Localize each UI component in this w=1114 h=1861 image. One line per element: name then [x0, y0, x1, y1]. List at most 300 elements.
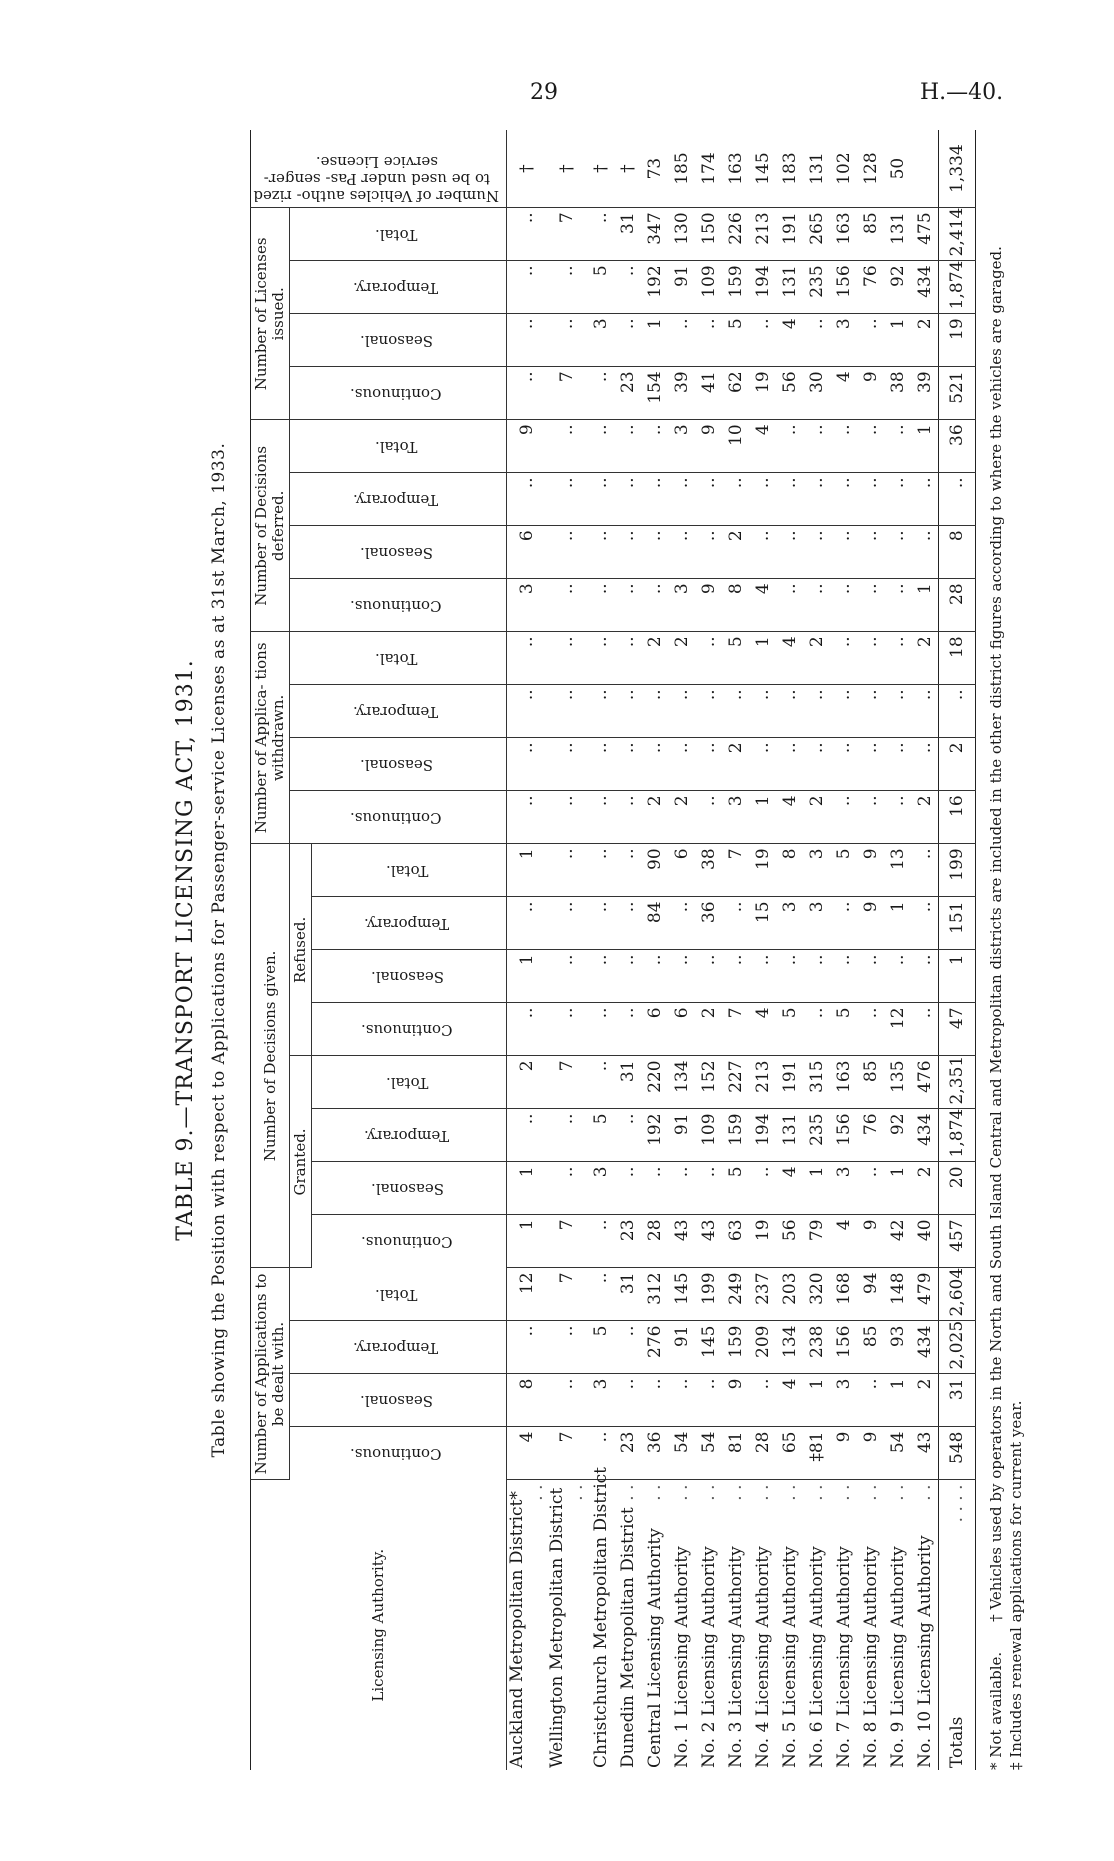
table-cell: 41	[695, 367, 722, 420]
table-cell: 4	[749, 1003, 776, 1056]
table-cell: 226	[722, 208, 749, 261]
table-cell: ..	[587, 367, 614, 420]
table-cell: ..	[776, 685, 803, 738]
table-cell: ..	[587, 1427, 614, 1480]
table-cell: 2	[911, 791, 939, 844]
table-cell: 1	[884, 897, 911, 950]
header-sub: Continuous.	[290, 367, 507, 420]
footnote-vehicles: † Vehicles used by operators in the North and South Island Central and Metropolitan districts are included in the other district figures according to where the vehicles are garaged.	[987, 246, 1005, 1622]
table-cell: ..	[884, 632, 911, 685]
table-cell: 163	[830, 208, 857, 261]
table-cell: 152	[695, 1056, 722, 1109]
table-cell: 320	[803, 1268, 830, 1321]
table-cell: 174	[695, 130, 722, 208]
table-cell: 6	[668, 844, 695, 897]
table-cell: 6	[641, 1003, 668, 1056]
table-cell: 131	[776, 1109, 803, 1162]
table-cell: ..	[507, 1003, 548, 1056]
table-cell: ..	[547, 420, 587, 473]
table-cell: 23	[614, 1427, 641, 1480]
table-cell: ..	[884, 473, 911, 526]
table-cell: ..	[857, 738, 884, 791]
table-cell: 76	[857, 261, 884, 314]
table-cell: 131	[884, 208, 911, 261]
table-cell: ..	[614, 1162, 641, 1215]
authority-name: No. 6 Licensing Authority . .	[806, 1484, 827, 1768]
table-cell: 1	[939, 950, 976, 1003]
table-cell: 16	[939, 791, 976, 844]
table-cell: 203	[776, 1268, 803, 1321]
table-cell: 3	[830, 1162, 857, 1215]
table-cell: 54	[695, 1427, 722, 1480]
table-cell: 23	[614, 1215, 641, 1268]
table-cell: 1,334	[939, 130, 976, 208]
table-cell: 28	[641, 1215, 668, 1268]
table-cell: ..	[884, 738, 911, 791]
table-cell: 213	[749, 208, 776, 261]
authority-name: No. 3 Licensing Authority . .	[725, 1484, 746, 1768]
table-row	[587, 130, 614, 1770]
table-cell: ..	[641, 950, 668, 1003]
header-sub: Seasonal.	[290, 1374, 507, 1427]
table-cell: ..	[695, 1374, 722, 1427]
table-cell: 227	[722, 1056, 749, 1109]
table-cell: 4	[830, 1215, 857, 1268]
header-withdrawn: Number of Applica- tions withdrawn.	[251, 632, 290, 844]
table-cell: 19	[749, 844, 776, 897]
table-cell: 85	[857, 208, 884, 261]
document-reference: H.—40.	[920, 80, 1004, 105]
table-row	[547, 130, 587, 1770]
table-cell: ..	[695, 632, 722, 685]
table-cell: 7	[722, 844, 749, 897]
table-cell: ..	[641, 473, 668, 526]
table-cell: 156	[830, 1109, 857, 1162]
table-cell: ..	[587, 632, 614, 685]
header-sub: Continuous.	[290, 1427, 507, 1480]
header-sub: Seasonal.	[312, 1162, 507, 1215]
table-cell: 135	[884, 1056, 911, 1109]
authority-name: No. 4 Licensing Authority . .	[752, 1484, 773, 1768]
table-cell: 9	[857, 844, 884, 897]
table-cell: ..	[911, 473, 939, 526]
table-cell: 1,874	[939, 261, 976, 314]
table-cell: 168	[830, 1268, 857, 1321]
table-cell: ..	[587, 420, 614, 473]
table-cell: 276	[641, 1321, 668, 1374]
table-cell: 4	[749, 420, 776, 473]
table-cell: ..	[722, 950, 749, 1003]
table-cell: ..	[884, 420, 911, 473]
table-cell: ..	[547, 950, 587, 1003]
table-cell: 40	[911, 1215, 939, 1268]
table-cell: ..	[668, 526, 695, 579]
table-cell: 23	[614, 367, 641, 420]
table-cell: ..	[507, 208, 548, 261]
table-cell: 31	[614, 1268, 641, 1321]
table-cell: 56	[776, 1215, 803, 1268]
header-sub: Seasonal.	[290, 526, 507, 579]
table-cell: 194	[749, 261, 776, 314]
table-cell: 2	[695, 1003, 722, 1056]
table-cell: ..	[776, 420, 803, 473]
table-cell: ..	[507, 685, 548, 738]
table-cell: ..	[857, 950, 884, 1003]
table-cell: ..	[614, 791, 641, 844]
table-cell: 2	[507, 1056, 548, 1109]
table-cell: 249	[722, 1268, 749, 1321]
table-cell: 19	[749, 367, 776, 420]
table-cell: 2	[641, 632, 668, 685]
table-cell: ..	[857, 314, 884, 367]
table-cell: ..	[547, 579, 587, 632]
table-cell: 1	[803, 1374, 830, 1427]
footnote-renewals: ‡ Includes renewal applications for current year.	[1007, 1400, 1025, 1770]
table-cell: 475	[911, 208, 939, 261]
table-cell: ..	[587, 1056, 614, 1109]
table-cell: ..	[776, 526, 803, 579]
table-cell: 3	[668, 579, 695, 632]
table-cell: ..	[911, 844, 939, 897]
table-cell: ..	[507, 1321, 548, 1374]
table-cell: ..	[749, 1162, 776, 1215]
table-cell: ..	[587, 1215, 614, 1268]
table-cell: 36	[641, 1427, 668, 1480]
table-cell: 92	[884, 261, 911, 314]
table-cell: ..	[614, 526, 641, 579]
table-cell: 8	[939, 526, 976, 579]
table-cell: ..	[547, 314, 587, 367]
table-cell: ..	[507, 367, 548, 420]
table-cell: 2,025	[939, 1321, 976, 1374]
table-cell: ..	[614, 1321, 641, 1374]
table-cell: ..	[668, 950, 695, 1003]
table-cell: ..	[614, 632, 641, 685]
table-cell: ..	[857, 579, 884, 632]
table-cell	[911, 130, 939, 208]
table-cell: 1	[911, 420, 939, 473]
table-cell: 76	[857, 1109, 884, 1162]
table-cell: 151	[939, 897, 976, 950]
table-cell: ..	[587, 897, 614, 950]
authority-name: Central Licensing Authority . .	[644, 1484, 665, 1768]
table-cell: 134	[668, 1056, 695, 1109]
table-cell: ..	[830, 791, 857, 844]
table-row	[884, 130, 911, 1770]
table-cell: 2	[911, 1374, 939, 1427]
table-cell: ..	[668, 685, 695, 738]
table-cell: ..	[668, 473, 695, 526]
table-cell: ..	[722, 473, 749, 526]
table-cell: 2	[939, 738, 976, 791]
header-issued: Number of Licenses issued.	[251, 208, 290, 420]
table-cell: ..	[911, 950, 939, 1003]
table-cell: 38	[884, 367, 911, 420]
table-cell: 2	[668, 791, 695, 844]
table-cell: 3	[776, 897, 803, 950]
table-cell: 7	[547, 1268, 587, 1321]
table-cell: 194	[749, 1109, 776, 1162]
table-cell: 145	[668, 1268, 695, 1321]
table-cell: 3	[587, 1162, 614, 1215]
table-cell: ..	[547, 473, 587, 526]
header-sub: Continuous.	[290, 579, 507, 632]
header-sub: Total.	[312, 1056, 507, 1109]
table-cell: ..	[547, 685, 587, 738]
table-cell: 131	[776, 261, 803, 314]
table-cell: ..	[668, 738, 695, 791]
table-cell: ..	[641, 738, 668, 791]
table-cell: 434	[911, 1109, 939, 1162]
table-cell: 54	[884, 1427, 911, 1480]
page-number: 29	[530, 80, 558, 105]
table-cell: 1	[884, 314, 911, 367]
table-cell: ..	[776, 579, 803, 632]
table-cell: ..	[803, 685, 830, 738]
header-sub: Seasonal.	[290, 314, 507, 367]
header-sub: Temporary.	[312, 897, 507, 950]
table-cell: ..	[695, 526, 722, 579]
table-cell: ..	[614, 897, 641, 950]
table-row	[641, 130, 668, 1770]
table-cell: 9	[857, 1215, 884, 1268]
table-cell: ..	[587, 473, 614, 526]
table-cell: 56	[776, 367, 803, 420]
table-cell: ..	[803, 420, 830, 473]
table-cell: 5	[587, 1321, 614, 1374]
table-cell: ..	[668, 314, 695, 367]
table-cell: ..	[641, 1162, 668, 1215]
table-cell: 4	[776, 632, 803, 685]
table-cell: 9	[695, 579, 722, 632]
table-cell: ..	[614, 1109, 641, 1162]
table-cell: 5	[722, 1162, 749, 1215]
rotated-table-block	[170, 130, 1025, 1770]
table-cell: ..	[587, 1003, 614, 1056]
table-cell: 1,874	[939, 1109, 976, 1162]
header-sub: Temporary.	[312, 1109, 507, 1162]
header-granted: Granted.	[290, 1056, 312, 1268]
table-cell: ..	[857, 1162, 884, 1215]
table-cell: 235	[803, 1109, 830, 1162]
header-sub: Temporary.	[290, 685, 507, 738]
table-cell: ..	[614, 261, 641, 314]
table-cell: †	[547, 130, 587, 208]
footnotes	[986, 130, 1026, 1770]
table-cell: 548	[939, 1427, 976, 1480]
table-cell: 476	[911, 1056, 939, 1109]
table-cell: ..	[641, 420, 668, 473]
table-cell: 1	[749, 632, 776, 685]
table-cell: ..	[641, 685, 668, 738]
table-cell: ..	[547, 1109, 587, 1162]
table-cell: †	[507, 130, 548, 208]
table-cell: ..	[803, 579, 830, 632]
table-cell: ..	[614, 844, 641, 897]
table-cell: 28	[939, 579, 976, 632]
table-cell: ..	[884, 791, 911, 844]
table-cell: 102	[830, 130, 857, 208]
authority-name: No. 9 Licensing Authority . .	[887, 1484, 908, 1768]
table-cell: ..	[749, 314, 776, 367]
table-cell: 434	[911, 261, 939, 314]
table-cell: 457	[939, 1215, 976, 1268]
table-cell: 1	[641, 314, 668, 367]
table-cell: 62	[722, 367, 749, 420]
table-cell: 1	[507, 1215, 548, 1268]
table-cell: 12	[884, 1003, 911, 1056]
table-cell: 18	[939, 632, 976, 685]
table-cell: ..	[803, 950, 830, 1003]
table-cell: ..	[803, 473, 830, 526]
table-cell: 2,351	[939, 1056, 976, 1109]
table-cell: 12	[507, 1268, 548, 1321]
table-cell: ‡81	[803, 1427, 830, 1480]
table-cell: 38	[695, 844, 722, 897]
table-cell: 1	[884, 1162, 911, 1215]
table-cell: 220	[641, 1056, 668, 1109]
header-sub: Total.	[290, 1268, 507, 1321]
table-cell: 92	[884, 1109, 911, 1162]
table-cell: ..	[668, 1374, 695, 1427]
table-cell: 43	[668, 1215, 695, 1268]
table-cell: 312	[641, 1268, 668, 1321]
table-cell: 9	[507, 420, 548, 473]
header-sub: Total.	[290, 632, 507, 685]
table-cell: ..	[749, 1374, 776, 1427]
table-cell: ..	[695, 685, 722, 738]
table-cell: 8	[507, 1374, 548, 1427]
table-cell: 154	[641, 367, 668, 420]
table-cell: 5	[776, 1003, 803, 1056]
table-cell: 31	[939, 1374, 976, 1427]
table-title: TABLE 9.—TRANSPORT LICENSING ACT, 1931.	[173, 659, 198, 1241]
table-cell: 8	[722, 579, 749, 632]
table-cell: 42	[884, 1215, 911, 1268]
table-cell: 479	[911, 1268, 939, 1321]
table-cell: 1	[803, 1162, 830, 1215]
table-cell: ..	[507, 314, 548, 367]
table-cell: ..	[695, 950, 722, 1003]
table-cell: ..	[507, 261, 548, 314]
table-cell: ..	[830, 526, 857, 579]
table-cell: 1	[749, 791, 776, 844]
table-cell: 5	[722, 314, 749, 367]
header-sub: Continuous.	[312, 1215, 507, 1268]
table-cell: ..	[547, 791, 587, 844]
table-cell: 15	[749, 897, 776, 950]
table-cell: 156	[830, 1321, 857, 1374]
table-cell: 347	[641, 208, 668, 261]
table-cell: 128	[857, 130, 884, 208]
table-cell: 31	[614, 208, 641, 261]
table-cell: ..	[749, 526, 776, 579]
table-cell: 2	[668, 632, 695, 685]
table-cell: ..	[641, 526, 668, 579]
table-cell: ..	[830, 632, 857, 685]
table-cell: 63	[722, 1215, 749, 1268]
table-cell: 5	[830, 844, 857, 897]
table-cell: 7	[547, 367, 587, 420]
table-cell: 3	[507, 579, 548, 632]
table-cell: ..	[547, 738, 587, 791]
table-cell: 145	[749, 130, 776, 208]
table-cell: ..	[614, 1374, 641, 1427]
table-cell: 3	[830, 1374, 857, 1427]
table-cell: 183	[776, 130, 803, 208]
table-cell: 2	[911, 632, 939, 685]
table-cell: ..	[668, 1162, 695, 1215]
table-cell: ..	[830, 897, 857, 950]
table-cell: ..	[614, 420, 641, 473]
header-deferred: Number of Decisions deferred.	[251, 420, 290, 632]
table-cell: 5	[587, 1109, 614, 1162]
table-cell: 148	[884, 1268, 911, 1321]
authority-name: Auckland Metropolitan District* . .	[507, 1484, 547, 1768]
table-cell: 4	[776, 314, 803, 367]
table-cell: 434	[911, 1321, 939, 1374]
table-cell: ..	[507, 473, 548, 526]
header-sub: Temporary.	[290, 473, 507, 526]
table-cell: ..	[614, 314, 641, 367]
table-cell: ..	[547, 1003, 587, 1056]
table-cell: 79	[803, 1215, 830, 1268]
table-cell: 31	[614, 1056, 641, 1109]
table-cell: 47	[939, 1003, 976, 1056]
table-body	[507, 130, 976, 1770]
table-cell: 5	[587, 261, 614, 314]
header-sub: Seasonal.	[290, 738, 507, 791]
table-cell: ..	[857, 632, 884, 685]
table-cell: ..	[830, 950, 857, 1003]
table-cell: ..	[668, 897, 695, 950]
table-cell: ..	[587, 579, 614, 632]
table-cell: ..	[749, 473, 776, 526]
table-cell: 9	[857, 1427, 884, 1480]
table-cell: 163	[722, 130, 749, 208]
table-cell: 9	[722, 1374, 749, 1427]
table-cell: ..	[614, 950, 641, 1003]
table-cell: ..	[776, 738, 803, 791]
table-cell: ..	[830, 420, 857, 473]
table-cell: 81	[722, 1427, 749, 1480]
table-cell: ..	[803, 738, 830, 791]
table-cell: ..	[641, 1374, 668, 1427]
table-cell: 3	[722, 791, 749, 844]
table-cell: 6	[668, 1003, 695, 1056]
licensing-table	[250, 130, 976, 1770]
table-cell: ..	[884, 685, 911, 738]
table-cell: ..	[547, 261, 587, 314]
table-cell: 199	[695, 1268, 722, 1321]
table-cell: 36	[939, 420, 976, 473]
table-cell: ..	[911, 1003, 939, 1056]
table-cell: 43	[911, 1427, 939, 1480]
table-cell: 131	[803, 130, 830, 208]
table-cell: 1	[507, 844, 548, 897]
table-cell: 30	[803, 367, 830, 420]
header-sub: Seasonal.	[312, 950, 507, 1003]
table-cell: 2	[803, 791, 830, 844]
table-cell: 2	[641, 791, 668, 844]
table-cell: 84	[641, 897, 668, 950]
table-cell: ..	[695, 473, 722, 526]
table-cell: 134	[776, 1321, 803, 1374]
table-cell: ..	[695, 791, 722, 844]
table-cell: 7	[547, 1056, 587, 1109]
table-cell: ..	[547, 526, 587, 579]
table-cell: 2	[722, 526, 749, 579]
